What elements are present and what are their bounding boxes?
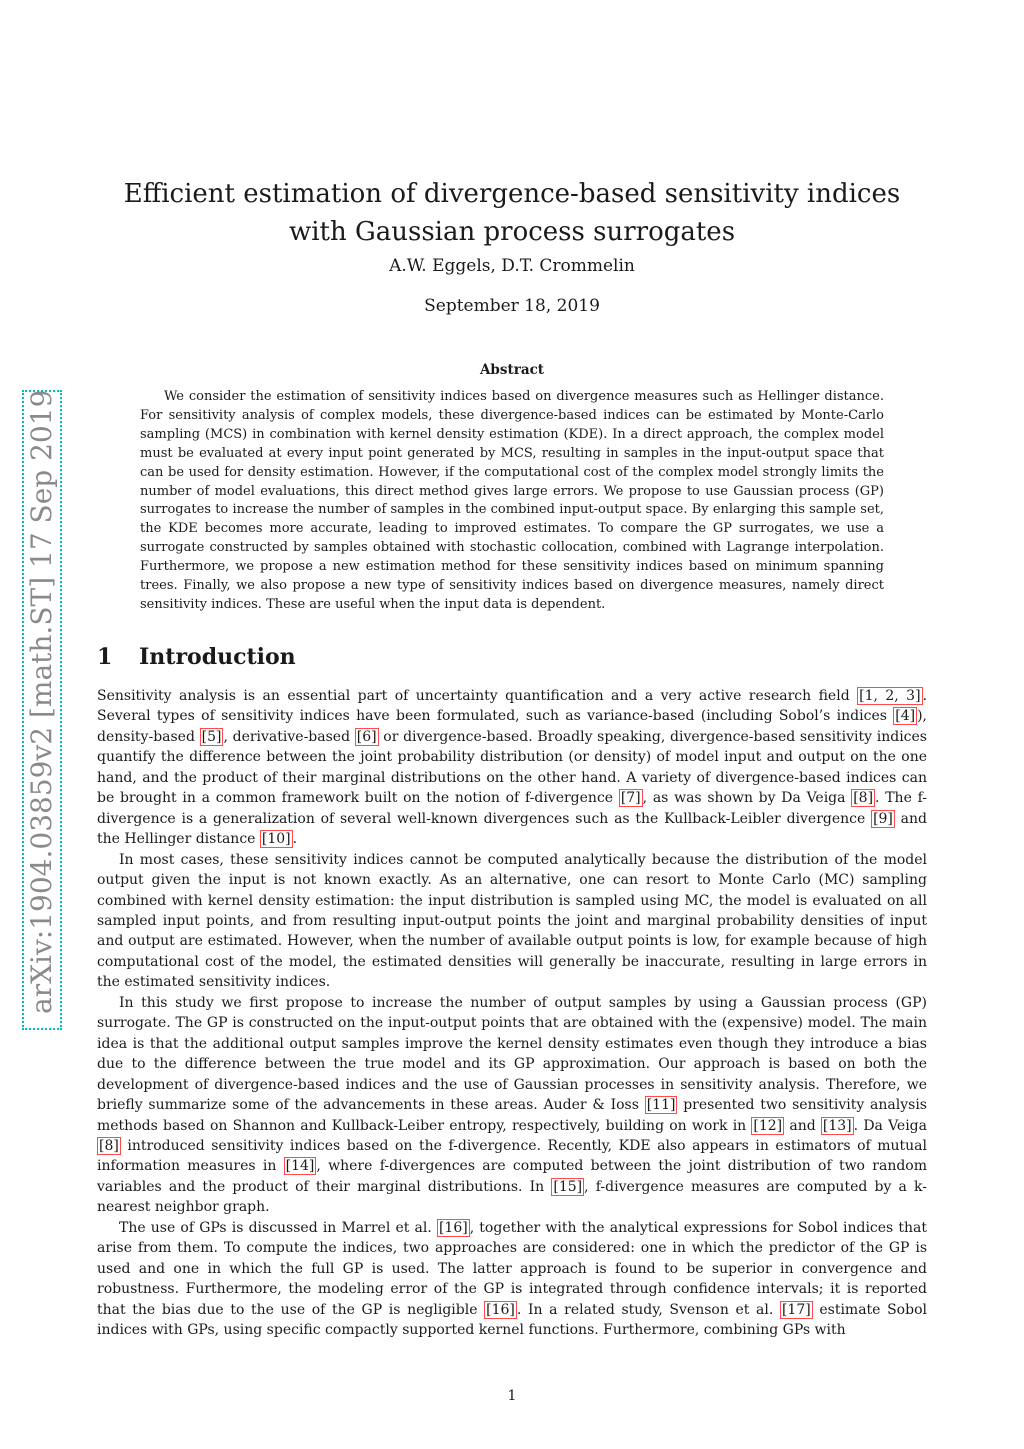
section-number: 1: [97, 644, 113, 670]
citation-link[interactable]: [10]: [261, 831, 291, 848]
intro-paragraph-3: In this study we first propose to increase the number of output samples by using a Gaussian process (GP) surrogate. The GP is constructed on the input-output points that are obtained with the (expensive) model. The main idea is that the additional output samples improve the kernel density estimates even though they introduce a bias due to the difference between the true model and its GP approximation. Our approach is based on both the development of divergence-based indices and the use of Gaussian processes in sensitivity analysis. Therefore, we briefly summarize some of the advancements in these areas. Auder & Ioss [11] presented two sensitivity analysis methods based on Shannon and Kullback-Leiber entropy, respectively, building on work in [12] and [13] . Da Veiga [8] introduced sensitivity indices based on the f-divergence. Recently, KDE also appears in estimators of mutual information measures in [14] , where f-divergences are computed between the joint distribution of two random variables and the product of their marginal distributions. In [15] , f-divergence measures are computed by a k-nearest neighbor graph.: [97, 994, 927, 1216]
citation-link[interactable]: [9]: [873, 810, 893, 827]
citation-link[interactable]: [8]: [853, 790, 874, 807]
citation-link[interactable]: [5]: [201, 728, 222, 745]
section-title: Introduction: [139, 644, 296, 670]
paper-authors: A.W. Eggels, D.T. Crommelin: [389, 256, 635, 276]
section-heading-introduction: [97, 644, 296, 670]
citation-link[interactable]: [15]: [553, 1178, 583, 1195]
paper-date: September 18, 2019: [424, 296, 600, 316]
citation-link[interactable]: [16]: [486, 1301, 515, 1318]
arxiv-identifier-stamp[interactable]: arXiv:1904.03859v2 [math.ST] 17 Sep 2019: [22, 390, 62, 1030]
paper-title: Efficient estimation of divergence-based sensitivity indices with Gaussian process surrogates: [123, 179, 901, 248]
abstract-body: [140, 388, 884, 615]
intro-paragraph-1: Sensitivity analysis is an essential part of uncertainty quantification and a very active research field [1, 2, 3] . Several types of sensitivity indices have been formulated, such as variance-based (including Sobol’s indices [4] ), density-based [5] , derivative-based [6] or divergence-based. Broadly speaking, divergence-based sensitivity indices quantify the difference between the joint probability distribution (or density) of model input and output on the one hand, and the product of their marginal distributions on the other hand. A variety of divergence-based indices can be brought in a common framework built on the notion of f-divergence [7] , as was shown by Da Veiga [8] . The f-divergence is a generalization of several well-known divergences such as the Kullback-Leibler divergence [9] and the Hellinger distance [10] .: [97, 688, 928, 848]
citation-link[interactable]: [16]: [438, 1219, 468, 1236]
introduction-body: [97, 686, 927, 1341]
citation-link[interactable]: [12]: [753, 1117, 783, 1134]
abstract-text: We consider the estimation of sensitivity indices based on divergence measures such as Hellinger distance. For sensitivity analysis of complex models, these divergence-based indices can be estimated by Monte-Carlo sampling (MCS) in combination with kernel density estimation (KDE). In a direct approach, the complex model must be evaluated at every input point generated by MCS, resulting in samples in the input-output space that can be used for density estimation. However, if the computational cost of the complex model strongly limits the number of model evaluations, this direct method gives large errors. We propose to use Gaussian process (GP) surrogates to increase the number of samples in the combined input-output space. By enlarging this sample set, the KDE becomes more accurate, leading to improved estimates. To compare the GP surrogates, we use a surrogate constructed by samples obtained with stochastic collocation, combined with Lagrange interpolation. Furthermore, we propose a new estimation method for these sensitivity indices based on minimum spanning trees. Finally, we also propose a new type of sensitivity indices based on divergence measures, namely direct sensitivity indices. These are useful when the input data is dependent.: [140, 389, 884, 612]
intro-paragraph-4: The use of GPs is discussed in Marrel et al. [16] , together with the analytical expressions for Sobol indices that arise from them. To compute the indices, two approaches are considered: one in which the predictor of the GP is used and one in which the full GP is used. The latter approach is found to be superior in convergence and robustness. Furthermore, the modeling error of the GP is integrated through confidence intervals; it is reported that the bias due to the use of the GP is negligible [16] . In a related study, Svenson et al. [17] estimate Sobol indices with GPs, using specific compactly supported kernel functions. Furthermore, combining GPs with: [97, 1219, 927, 1339]
citation-link[interactable]: [1, 2, 3]: [859, 688, 921, 704]
citation-link[interactable]: [4]: [895, 708, 916, 725]
citation-link[interactable]: [17]: [781, 1301, 811, 1318]
citation-link[interactable]: [6]: [356, 728, 377, 745]
intro-paragraph-2: In most cases, these sensitivity indices cannot be computed analytically because the distribution of the model output given the input is not known exactly. As an alternative, one can resort to Monte Carlo (MC) sampling combined with kernel density estimation: the input distribution is sampled using MC, the model is evaluated on all sampled input points, and from resulting input-output points the joint and marginal probability densities of input and output are estimated. However, when the number of available output points is low, for example because of high computational cost of the model, the estimated densities will generally be inaccurate, resulting in large errors in the estimated sensitivity indices.: [97, 851, 927, 991]
citation-link[interactable]: [8]: [99, 1137, 119, 1154]
citation-link[interactable]: [13]: [822, 1117, 852, 1134]
abstract-heading: Abstract: [479, 362, 545, 378]
page-number: 1: [507, 1388, 517, 1404]
citation-link[interactable]: [7]: [620, 790, 641, 807]
citation-link[interactable]: [11]: [646, 1097, 676, 1114]
citation-link[interactable]: [14]: [285, 1158, 315, 1175]
